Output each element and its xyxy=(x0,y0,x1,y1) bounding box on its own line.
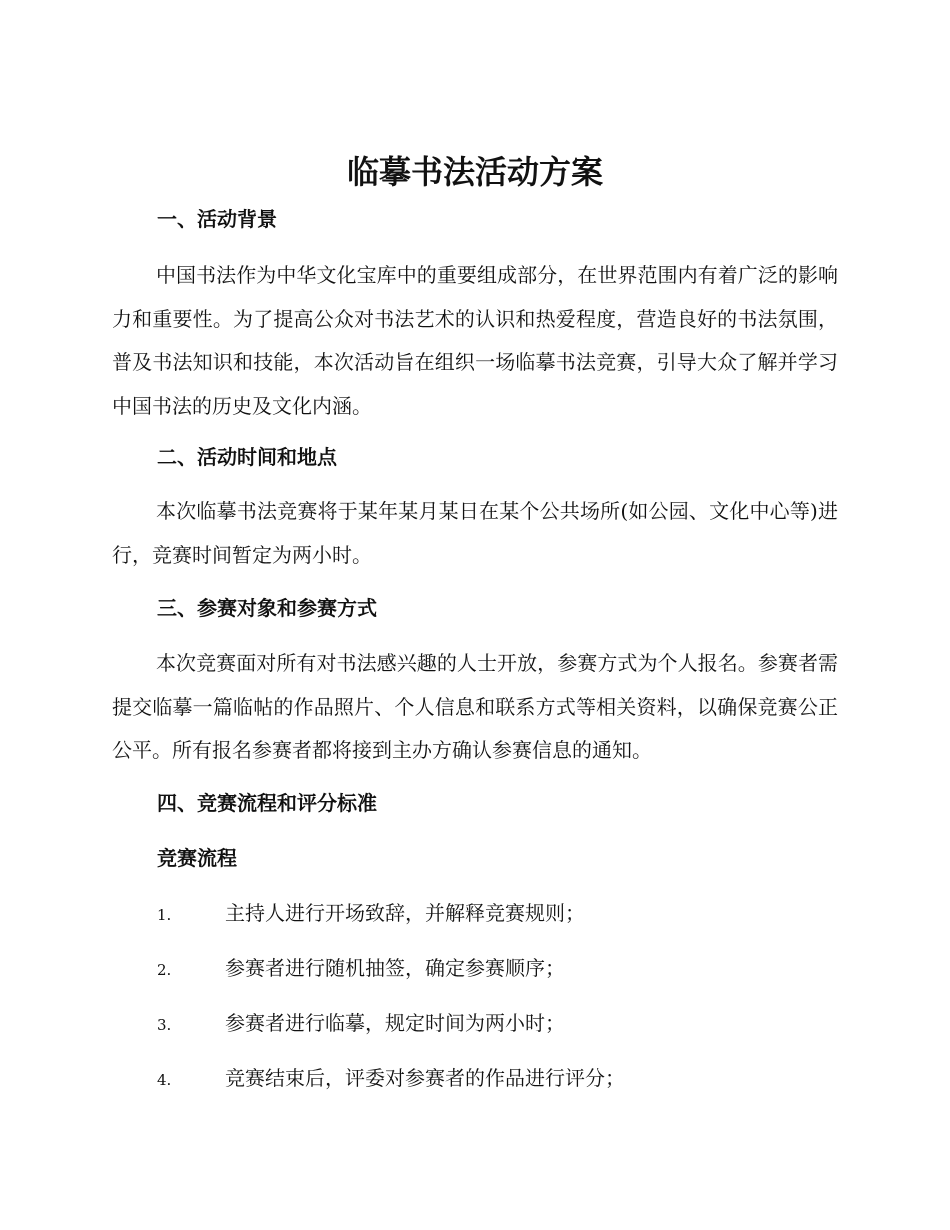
list-item-text: 参赛者进行临摹，规定时间为两小时； xyxy=(225,1011,565,1035)
list-item xyxy=(157,1064,625,1094)
section-body-participants: 本次竞赛面对所有对书法感兴趣的人士开放，参赛方式为个人报名。参赛者需提交临摹一篇临帖的作品照片、个人信息和联系方式等相关资料，以确保竞赛公正公平。所有报名参赛者都将接到主办方确认参赛信息的通知。 xyxy=(112,651,838,762)
list-item-number: 4. xyxy=(157,1071,172,1089)
list-item xyxy=(157,954,565,984)
list-item-text: 参赛者进行随机抽签，确定参赛顺序； xyxy=(225,956,565,980)
list-item xyxy=(157,1009,565,1039)
list-item-number: 3. xyxy=(157,1016,172,1034)
section-body-background: 中国书法作为中华文化宝库中的重要组成部分，在世界范围内有着广泛的影响力和重要性。为了提高公众对书法艺术的认识和热爱程度，营造良好的书法氛围，普及书法知识和技能，本次活动旨在组织一场临摹书法竞赛，引导大众了解并学习中国书法的历史及文化内涵。 xyxy=(112,263,838,418)
section-heading-participants: 三、参赛对象和参赛方式 xyxy=(157,596,377,620)
list-item-number: 2. xyxy=(157,961,172,979)
list-item-number: 1. xyxy=(157,906,172,924)
section-heading-background: 一、活动背景 xyxy=(157,207,277,231)
section-heading-time-place: 二、活动时间和地点 xyxy=(157,445,337,469)
subsection-heading-competition-flow: 竞赛流程 xyxy=(157,846,237,870)
list-item-text: 主持人进行开场致辞，并解释竞赛规则； xyxy=(225,901,585,925)
section-heading-process: 四、竞赛流程和评分标准 xyxy=(157,791,377,815)
list-item-text: 竞赛结束后，评委对参赛者的作品进行评分； xyxy=(225,1066,625,1090)
document-title: 临摹书法活动方案 xyxy=(346,153,603,191)
section-body-time-place: 本次临摹书法竞赛将于某年某月某日在某个公共场所(如公园、文化中心等)进行，竞赛时间暂定为两小时。 xyxy=(112,499,838,567)
list-item xyxy=(157,899,585,929)
